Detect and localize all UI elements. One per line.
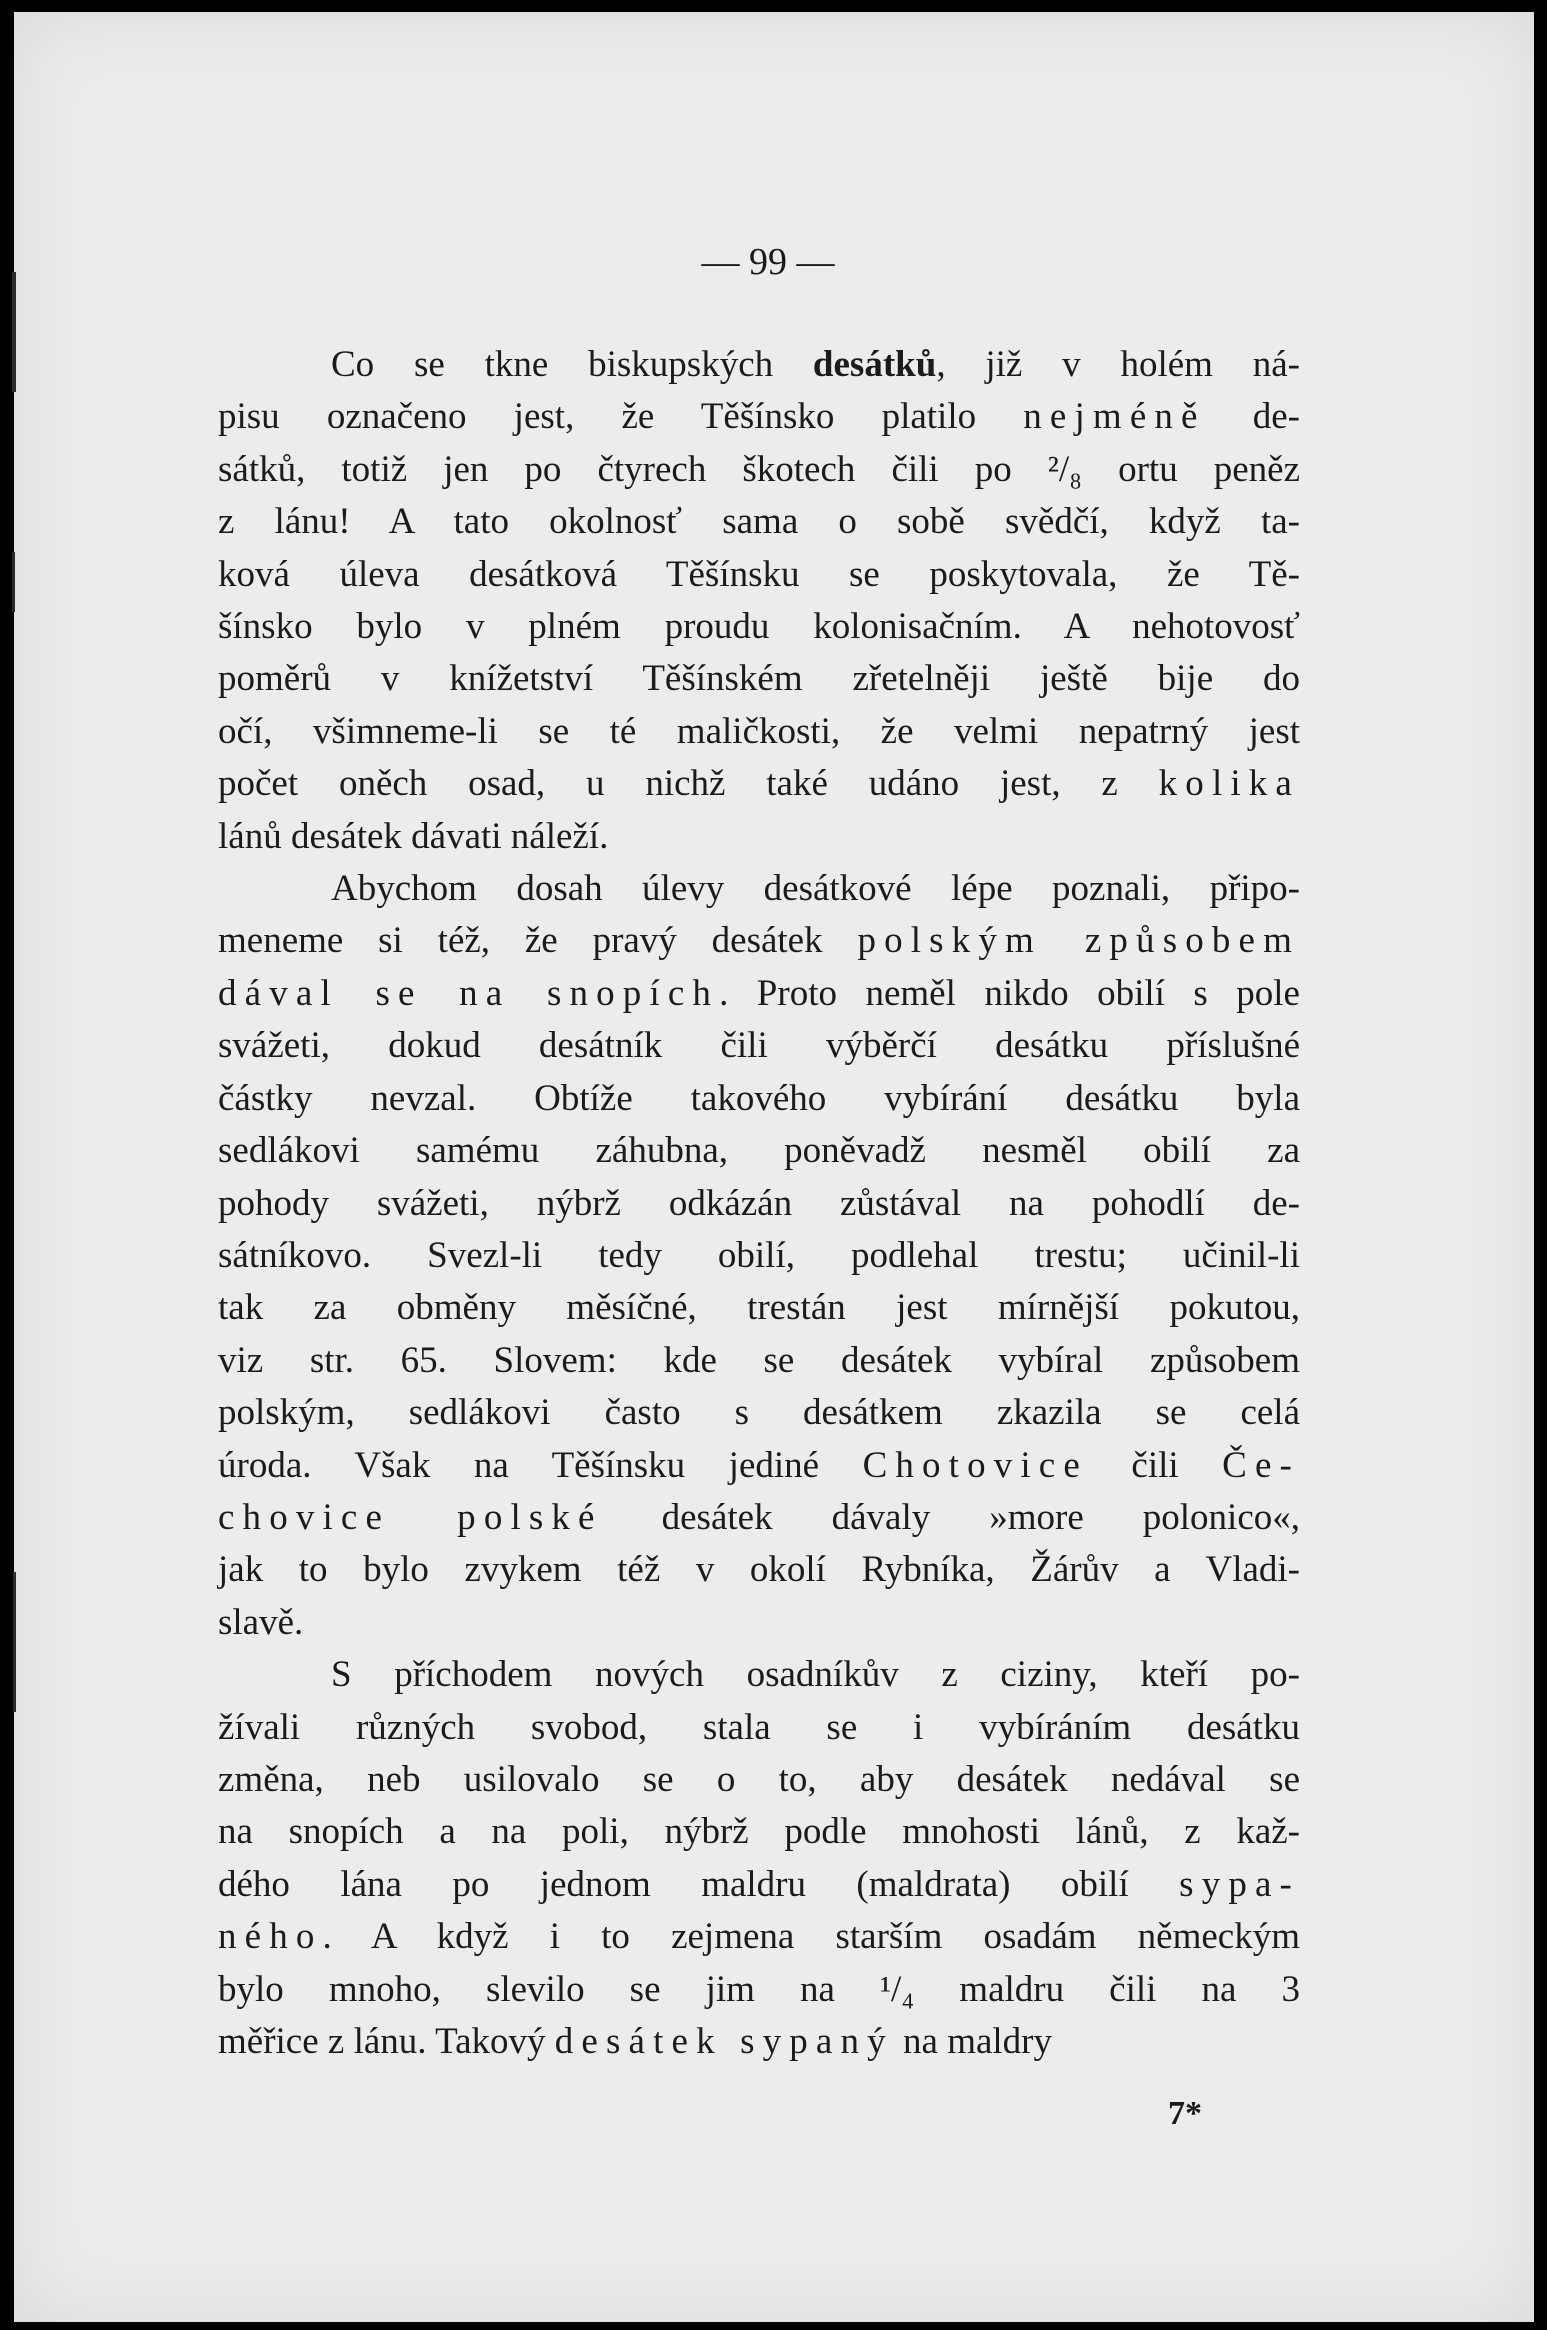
text-segment: tak za obměny měsíčné, trestán jest mírnější pokutou, [218, 1287, 1300, 1329]
text-segment: nejméně [1023, 396, 1206, 438]
text-line [218, 1859, 1300, 1911]
text-segment: meneme si též, že pravý desátek [218, 920, 858, 962]
text-segment: na snopích a na poli, nýbrž podle mnohosti lánů, z kaž- [218, 1811, 1300, 1853]
text-segment: desátků [812, 344, 937, 385]
text-line [218, 1754, 1300, 1806]
text-segment: sátků, totiž jen po čtyrech škotech čili po ²/₈ ortu peněz [218, 448, 1300, 490]
text-line [218, 706, 1300, 758]
text-line [218, 915, 1300, 967]
text-line [218, 1073, 1300, 1125]
text-segment: svážeti, dokud desátník čili výběrčí desátku příslušné [218, 1025, 1300, 1067]
text-segment: ková úleva desátková Těšínsku se poskytovala, že Tě- [218, 553, 1300, 595]
text-segment: částky nevzal. Obtíže takového vybírání desátku byla [218, 1077, 1300, 1119]
binding-mark [12, 552, 15, 612]
text-segment: Abychom dosah úlevy desátkové lépe poznali, připo- [331, 868, 1300, 910]
text-segment: desátek sypaný [554, 2021, 894, 2062]
text-line [218, 1649, 1300, 1701]
text-segment: ného [218, 1916, 323, 1958]
text-segment: bylo mnoho, slevilo se jim na ¹/₄ maldru čili na 3 [218, 1968, 1300, 2010]
text-segment: Če- [1222, 1444, 1300, 1486]
text-segment: měřice z lánu. Takový [218, 2021, 555, 2062]
text-segment: žívali různých svobod, stala se i vybíráním desátku [218, 1706, 1300, 1748]
text-line [218, 1230, 1300, 1282]
text-line [218, 1911, 1300, 1963]
text-line [218, 968, 1300, 1020]
text-line [218, 811, 1300, 863]
text-line [218, 1335, 1300, 1387]
text-segment: sedlákovi samému záhubna, poněvadž nesměl obilí za [218, 1130, 1300, 1172]
text-segment: sypa- [1179, 1863, 1300, 1905]
text-segment: sátníkovo. Svezl-li tedy obilí, podlehal trestu; učinil-li [218, 1234, 1300, 1276]
text-segment: počet oněch osad, u nichž také udáno jest, z [218, 763, 1159, 805]
text-segment: pohody svážeti, nýbrž odkázán zůstával na pohodlí de- [218, 1182, 1300, 1224]
text-segment: Co se tkne biskupských [331, 344, 813, 385]
text-segment: polským způsobem [857, 920, 1300, 962]
text-line [218, 549, 1300, 601]
body-text [218, 339, 1300, 2068]
text-segment: jak to bylo zvykem též v okolí Rybníka, Žárův a Vladi- [218, 1549, 1300, 1591]
text-line [218, 758, 1300, 810]
text-segment: Chotovice [862, 1444, 1088, 1486]
text-segment: poměrů v knížetství Těšínském zřetelněji ještě bije do [218, 658, 1300, 700]
text-segment: slavě. [218, 1601, 304, 1643]
text-line [218, 1387, 1300, 1439]
page-number: — 99 — [701, 241, 835, 283]
text-line [218, 391, 1300, 443]
text-line [218, 1020, 1300, 1072]
text-segment: šínsko bylo v plném proudu kolonisačním. A nehotovosť [218, 606, 1300, 648]
text-line [218, 1282, 1300, 1334]
text-segment: změna, neb usilovalo se o to, aby desátek nedával se [218, 1758, 1300, 1800]
text-segment: úroda. Však na Těšínsku jediné [218, 1444, 863, 1486]
text-segment: , již v holém ná- [936, 344, 1300, 385]
text-segment: dával se na snopích [218, 972, 720, 1014]
text-segment: kolika [1158, 763, 1300, 805]
text-segment: chovice polské [218, 1496, 603, 1538]
text-line [218, 863, 1300, 915]
text-segment: . Proto neměl nikdo obilí s pole [719, 972, 1300, 1014]
text-line [218, 1492, 1300, 1544]
text-segment: z lánu! A tato okolnosť sama o sobě svědčí, když ta- [218, 501, 1300, 543]
text-segment: desátek dávaly »more polonico«, [602, 1496, 1301, 1538]
book-page [14, 12, 1534, 2322]
text-line [218, 1597, 1300, 1649]
text-line [218, 339, 1300, 391]
text-segment: pisu označeno jest, že Těšínsko platilo [218, 396, 1024, 438]
text-segment: čili [1087, 1444, 1223, 1486]
text-line [218, 2016, 1300, 2068]
text-line [218, 1544, 1300, 1596]
text-line [218, 1440, 1300, 1492]
text-line [218, 1702, 1300, 1754]
text-segment: očí, všimneme-li se té maličkosti, že velmi nepatrný jest [218, 710, 1300, 752]
text-segment: viz str. 65. Slovem: kde se desátek vybíral způsobem [218, 1339, 1300, 1381]
text-segment: dého lána po jednom maldru (maldrata) obilí [218, 1863, 1180, 1905]
text-segment: S příchodem nových osadníkův z ciziny, kteří po- [331, 1654, 1300, 1696]
text-line [218, 1178, 1300, 1230]
binding-mark [12, 272, 16, 392]
text-segment: . A když i to zejmena starším osadám německým [322, 1916, 1300, 1958]
text-line [218, 496, 1300, 548]
text-line [218, 653, 1300, 705]
text-line [218, 1806, 1300, 1858]
text-segment: de- [1205, 396, 1300, 438]
binding-mark [13, 1572, 16, 1712]
text-segment: lánů desátek dávati náleží. [218, 815, 609, 857]
text-line [218, 444, 1300, 496]
text-line [218, 1964, 1300, 2016]
signature-mark: 7* [1168, 2095, 1202, 2132]
text-line [218, 1125, 1300, 1177]
text-line [218, 601, 1300, 653]
text-segment: polským, sedlákovi často s desátkem zkazila se celá [218, 1392, 1300, 1434]
text-segment: na maldry [893, 2021, 1053, 2062]
